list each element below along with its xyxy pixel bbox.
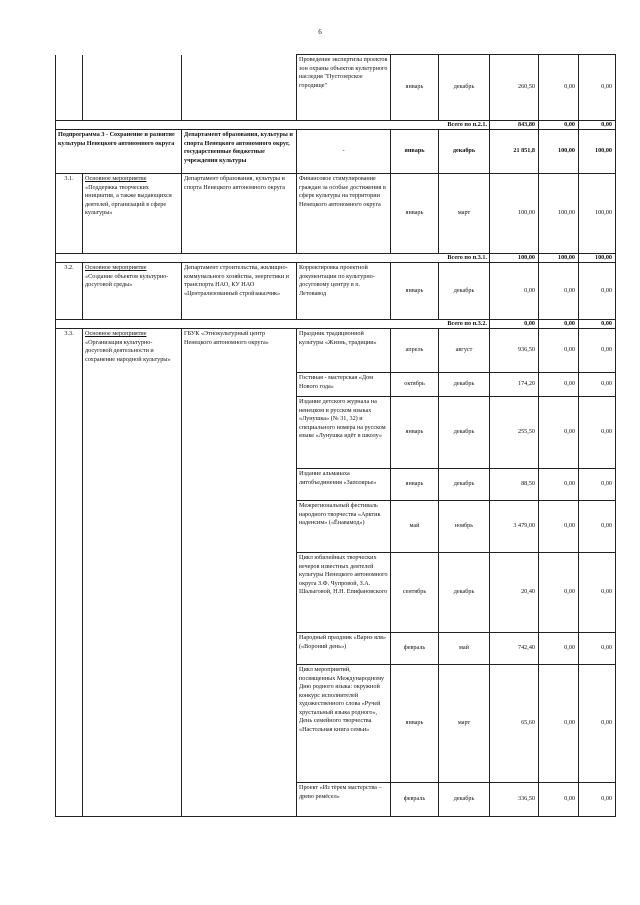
total-amount: 843,80 bbox=[490, 121, 539, 130]
percent-cell: 0,00 bbox=[539, 373, 579, 397]
amount-cell: 100,00 bbox=[490, 174, 539, 254]
start-month: январь bbox=[391, 130, 439, 174]
subprogram-row bbox=[56, 130, 616, 174]
percent-cell: 0,00 bbox=[539, 501, 579, 553]
event-cell: Проведение экспертизы проектов зон охраны объектов культурного наследия "Пустозерское городище" bbox=[297, 55, 391, 121]
end-month: декабрь bbox=[439, 469, 490, 501]
end-month: декабрь bbox=[439, 373, 490, 397]
amount-cell: 65,60 bbox=[490, 665, 539, 783]
total-row bbox=[56, 320, 616, 329]
end-month: декабрь bbox=[439, 553, 490, 633]
main-activity-label: Основное мероприятие bbox=[85, 330, 147, 337]
amount-cell: 21 851,8 bbox=[490, 130, 539, 174]
total-amount: 100,00 bbox=[490, 254, 539, 263]
event-cell: Издание детского журнала на ненецком и русском языках «Лунушка» (№ 31, 32) и специального номера на русском языке «Лунушка идёт в школу» bbox=[297, 397, 391, 469]
end-month: март bbox=[439, 665, 490, 783]
total-percent: 100,00 bbox=[539, 254, 579, 263]
percent-cell: 0,00 bbox=[579, 665, 616, 783]
main-activity-text: «Поддержка творческих инициатив, а также выдающихся деятелей, организаций в сфере культуры» bbox=[85, 183, 172, 217]
percent-cell: 0,00 bbox=[579, 263, 616, 320]
percent-cell: 0,00 bbox=[579, 501, 616, 553]
main-activity bbox=[83, 329, 182, 817]
amount-cell: 336,50 bbox=[490, 783, 539, 817]
start-month: январь bbox=[391, 397, 439, 469]
end-month: декабрь bbox=[439, 263, 490, 320]
event-cell: Проект «Из тёрем мастерства – древо ремёсел» bbox=[297, 783, 391, 817]
end-month: декабрь bbox=[439, 130, 490, 174]
end-month: май bbox=[439, 633, 490, 665]
event-cell: Праздник традиционной культуры «Жизнь, традиции» bbox=[297, 329, 391, 373]
table-row bbox=[56, 329, 616, 373]
percent-cell: 100,00 bbox=[539, 174, 579, 254]
percent-cell: 0,00 bbox=[539, 553, 579, 633]
start-month: сентябрь bbox=[391, 553, 439, 633]
event-cell: Цикл мероприятий, посвященных Международному Дню родного языка: окружной конкурс исполнителей художественного слова «Ручей хрустальный языка родного», День семейного творчества «Настольная книга семьи» bbox=[297, 665, 391, 783]
end-month: декабрь bbox=[439, 55, 490, 121]
percent-cell: 0,00 bbox=[539, 469, 579, 501]
amount-cell: 255,50 bbox=[490, 397, 539, 469]
percent-cell: 0,00 bbox=[579, 329, 616, 373]
end-month: ноябрь bbox=[439, 501, 490, 553]
page-number: 6 bbox=[318, 28, 322, 36]
percent-cell: 100,00 bbox=[579, 174, 616, 254]
start-month: февраль bbox=[391, 633, 439, 665]
total-amount: 0,00 bbox=[490, 320, 539, 329]
amount-cell: 3 479,00 bbox=[490, 501, 539, 553]
start-month: январь bbox=[391, 263, 439, 320]
percent-cell: 0,00 bbox=[579, 469, 616, 501]
end-month: декабрь bbox=[439, 397, 490, 469]
event-cell: Гостиная - мастерская «Дом Нового года» bbox=[297, 373, 391, 397]
percent-cell: 0,00 bbox=[579, 373, 616, 397]
start-month: январь bbox=[391, 174, 439, 254]
main-activity bbox=[83, 263, 182, 320]
item-number: 3.1. bbox=[56, 174, 83, 254]
total-label: Всего по п.2.1. bbox=[56, 121, 490, 130]
executor-cell: ГБУК «Этнокультурный центр Ненецкого автономного округа» bbox=[182, 329, 297, 817]
total-percent: 0,00 bbox=[579, 320, 616, 329]
percent-cell: 0,00 bbox=[539, 263, 579, 320]
total-label: Всего по п.3.2. bbox=[56, 320, 490, 329]
total-row bbox=[56, 121, 616, 130]
total-row bbox=[56, 254, 616, 263]
amount-cell: 0,00 bbox=[490, 263, 539, 320]
event-cell: Корректировка проектной документации по культурно-досуговому центру в п. Летовавод bbox=[297, 263, 391, 320]
executor-cell: Департамент строительства, жилищно-коммунального хозяйства, энергетики и транспорта НАО, КУ НАО «Централизованный стройзаказчик» bbox=[182, 263, 297, 320]
start-month: январь bbox=[391, 469, 439, 501]
event-cell: Издание альманаха литобъединения «Заполярье» bbox=[297, 469, 391, 501]
percent-cell: 0,00 bbox=[579, 783, 616, 817]
percent-cell: 0,00 bbox=[539, 783, 579, 817]
amount-cell: 174,20 bbox=[490, 373, 539, 397]
end-month: декабрь bbox=[439, 783, 490, 817]
total-percent: 0,00 bbox=[539, 121, 579, 130]
event-cell: Межрегиональный фестиваль народного творчества «Арктик наденсим» («Ёнавамод») bbox=[297, 501, 391, 553]
subprogram-executor: Департамент образования, культуры и спорта Ненецкого автономного округ, государственные бюджетные учреждения культуры bbox=[182, 130, 297, 174]
main-activity-text: «Организация культурно-досуговой деятельности и сохранение народной культуры» bbox=[85, 338, 171, 363]
main-activity-label: Основное мероприятие bbox=[85, 264, 147, 271]
percent-cell: 0,00 bbox=[579, 397, 616, 469]
program-table bbox=[55, 54, 616, 817]
item-number: 3.2. bbox=[56, 263, 83, 320]
percent-cell: 100,00 bbox=[539, 130, 579, 174]
main-activity-label: Основное мероприятие bbox=[85, 175, 147, 182]
table-row bbox=[56, 55, 616, 121]
amount-cell: 88,50 bbox=[490, 469, 539, 501]
percent-cell: 0,00 bbox=[539, 329, 579, 373]
start-month: февраль bbox=[391, 783, 439, 817]
percent-cell: 0,00 bbox=[539, 397, 579, 469]
percent-cell: 0,00 bbox=[539, 633, 579, 665]
percent-cell: 0,00 bbox=[579, 633, 616, 665]
percent-cell: 0,00 bbox=[539, 55, 579, 121]
percent-cell: 100,00 bbox=[579, 130, 616, 174]
executor-cell: Департамент образования, культуры и спорта Ненецкого автономного округа bbox=[182, 174, 297, 254]
main-activity bbox=[83, 174, 182, 254]
total-percent: 0,00 bbox=[539, 320, 579, 329]
amount-cell: 260,50 bbox=[490, 55, 539, 121]
end-month: август bbox=[439, 329, 490, 373]
start-month: январь bbox=[391, 55, 439, 121]
event-cell: Цикл юбилейных творческих вечеров известных деятелей культуры Ненецкого автономного округа З.Ф. Чупровой, З.А. Шалыговой, Н.Н. Епифановского bbox=[297, 553, 391, 633]
amount-cell: 936,50 bbox=[490, 329, 539, 373]
event-cell: - bbox=[297, 130, 391, 174]
subprogram-title: Подпрограмма 3 - Сохранение и развитие культуры Ненецкого автономного округа bbox=[56, 130, 182, 174]
total-label: Всего по п.3.1. bbox=[56, 254, 490, 263]
event-cell: Финансовое стимулирование граждан за особые достижения в сфере культуры на территории Ненецкого автономного округа bbox=[297, 174, 391, 254]
start-month: май bbox=[391, 501, 439, 553]
item-number: 3.3. bbox=[56, 329, 83, 817]
percent-cell: 0,00 bbox=[579, 553, 616, 633]
total-percent: 0,00 bbox=[579, 121, 616, 130]
event-cell: Народный праздник «Варнэ яля» («Вороний день») bbox=[297, 633, 391, 665]
start-month: апрель bbox=[391, 329, 439, 373]
amount-cell: 20,40 bbox=[490, 553, 539, 633]
table-row bbox=[56, 263, 616, 320]
total-percent: 100,00 bbox=[579, 254, 616, 263]
main-activity-text: «Создание объектов культурно-досуговой среды» bbox=[85, 272, 169, 289]
start-month: январь bbox=[391, 665, 439, 783]
amount-cell: 742,40 bbox=[490, 633, 539, 665]
percent-cell: 0,00 bbox=[539, 665, 579, 783]
start-month: октябрь bbox=[391, 373, 439, 397]
table-row bbox=[56, 174, 616, 254]
end-month: март bbox=[439, 174, 490, 254]
percent-cell: 0,00 bbox=[579, 55, 616, 121]
